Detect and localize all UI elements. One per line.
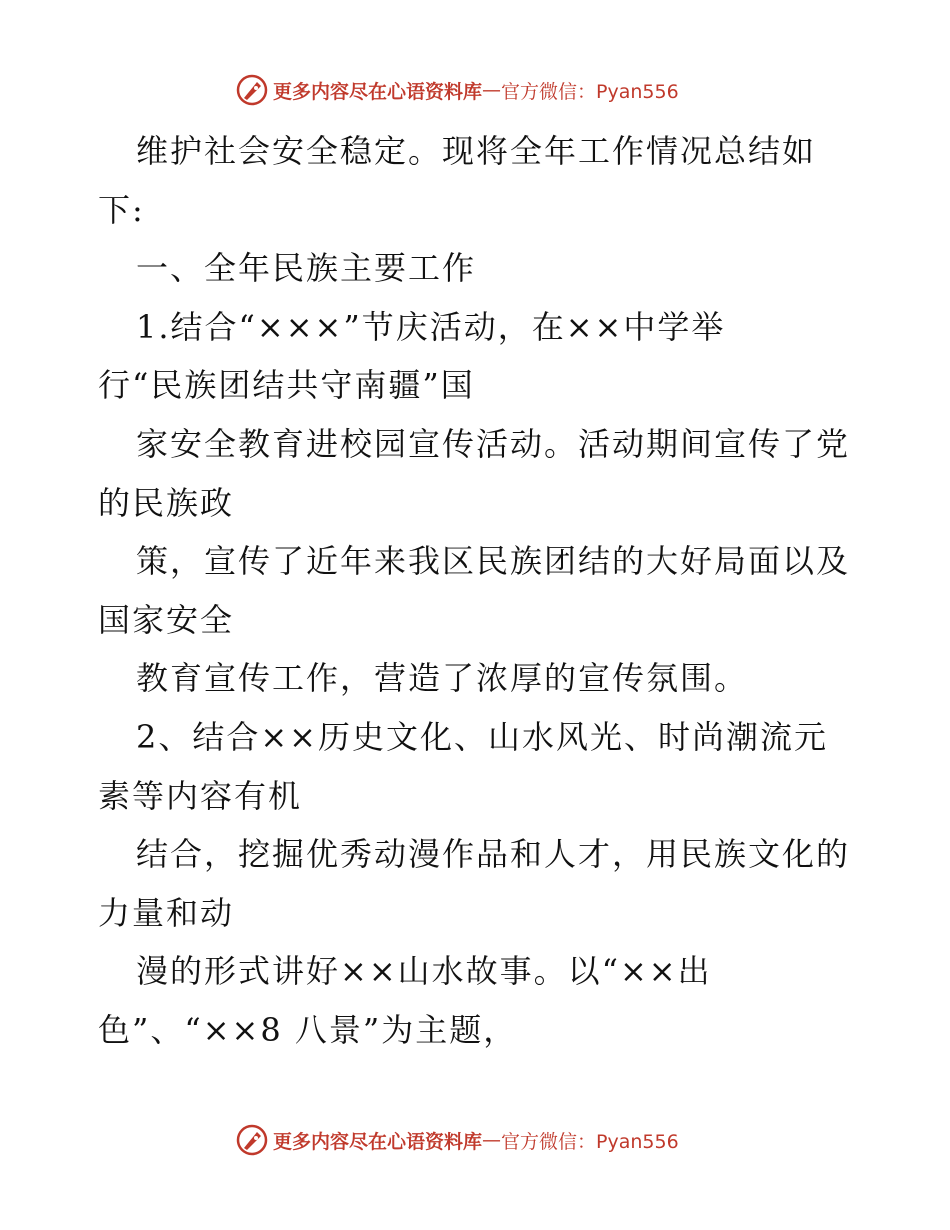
- text-line: 力量和动: [98, 893, 235, 932]
- header-wechat-contact: 官方微信：Pyan556: [501, 80, 679, 103]
- text-line: 的民族政: [98, 483, 235, 522]
- text-line: 行“民族团结共守南疆”国: [98, 366, 475, 405]
- text-line: 结合，挖掘优秀动漫作品和人才，用民族文化的: [136, 835, 851, 874]
- text-line: 下:: [98, 190, 145, 229]
- footer-site-text: 更多内容尽在心语资料库: [273, 1130, 483, 1153]
- text-line: 1.结合“×××”节庆活动，在××中学举: [136, 307, 726, 346]
- footer-wechat-contact: 官方微信：Pyan556: [501, 1130, 679, 1153]
- text-line: 策，宣传了近年来我区民族团结的大好局面以及: [136, 542, 851, 581]
- text-line: 2、结合××历史文化、山水风光、时尚潮流元: [136, 717, 828, 756]
- text-line: 家安全教育进校园宣传活动。活动期间宣传了党: [136, 424, 851, 463]
- header-dash: —: [482, 79, 502, 101]
- footer-banner: [235, 1121, 679, 1159]
- header-site-text: 更多内容尽在心语资料库: [273, 80, 483, 103]
- footer-dash: —: [482, 1129, 502, 1151]
- text-line: 维护社会安全稳定。现将全年工作情况总结如: [136, 132, 817, 170]
- pen-nib-logo-icon: [235, 1123, 269, 1157]
- text-line: 素等内容有机: [98, 776, 303, 815]
- text-line: 国家安全: [98, 600, 235, 639]
- text-line: 色”、“××8 八景”为主题，: [98, 1010, 518, 1049]
- text-line: 教育宣传工作，营造了浓厚的宣传氛围。: [136, 659, 749, 698]
- section-heading: 一、全年民族主要工作: [136, 249, 477, 288]
- header-banner: [235, 71, 679, 109]
- text-line: 漫的形式讲好××山水故事。以“××出: [136, 952, 712, 991]
- pen-nib-logo-icon: [235, 73, 269, 107]
- document-body: [98, 122, 858, 1060]
